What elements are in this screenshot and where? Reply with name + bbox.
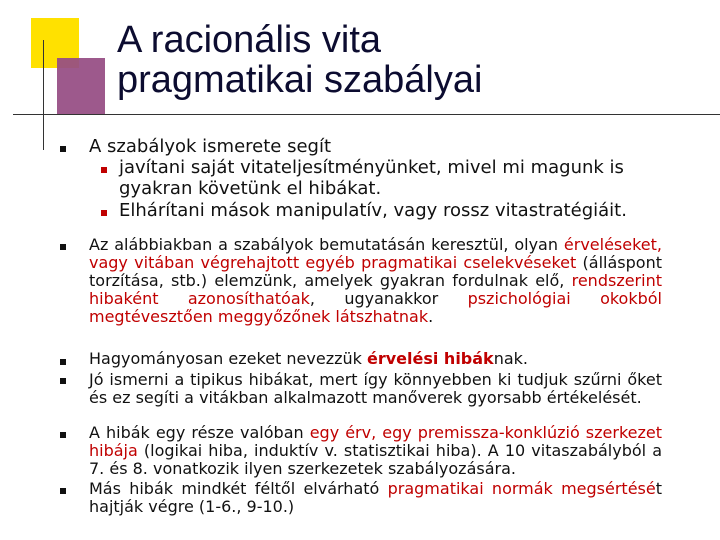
block2-text-2: (álláspont torzítása, stb.) elemzünk, amelyek gyakran fordulnak elő,	[89, 253, 662, 290]
slide-title	[117, 20, 482, 100]
block3-red-1: érvelési hibák	[366, 349, 494, 368]
decor-vertical-line	[43, 40, 44, 150]
block3-text-1: Hagyományosan ezeket nevezzük	[89, 349, 367, 368]
bullet-3	[60, 359, 66, 365]
block5-red-1: egy érv, egy premissza-konklúzió szerkezet hibája	[89, 423, 663, 460]
block1-sub1: javítani saját vitateljesítményünket, mivel mi magunk is gyakran követünk el hibákat.	[119, 157, 624, 199]
block6-text-1: Más hibák mindkét féltől elvárható	[89, 479, 388, 498]
block1-sub2: Elhárítani mások manipulatív, vagy rossz vitastratégiáit.	[119, 200, 627, 221]
block6-paragraph	[89, 480, 662, 516]
bullet-1	[60, 146, 66, 152]
block1-intro: A szabályok ismerete segít	[89, 136, 332, 157]
block6-red-1: pragmatikai normák megsértésé	[387, 479, 656, 498]
block2-paragraph	[89, 236, 662, 326]
block2-red-2: rendszerint hibaként azonosíthatóak	[89, 271, 662, 308]
title-line-2: pragmatikai szabályai	[117, 59, 483, 101]
block6-text-2: t hajtják végre (1-6., 9-10.)	[89, 479, 663, 516]
block2-red-3: pszichológiai okokból megtévesztően meggyőzőnek látszhatnak	[89, 289, 662, 326]
decor-blue-square	[57, 58, 105, 114]
block3-paragraph	[89, 350, 662, 368]
sub-bullet-2	[101, 210, 107, 216]
block2-text-3: , ugyanakkor	[309, 289, 468, 308]
block2-text-4: .	[428, 307, 434, 326]
block5-text-1: A hibák egy része valóban	[89, 423, 310, 442]
block2-red-1: érveléseket, vagy vitában végrehajtott egyéb pragmatikai cselekvéseket	[89, 235, 662, 272]
sub-bullet-1	[101, 167, 107, 173]
bullet-2	[60, 244, 66, 250]
bullet-6	[60, 488, 66, 494]
block4-paragraph: Jó ismerni a tipikus hibákat, mert így könnyebben ki tudjuk szűrni őket és ez segíti a vitákban alkalmazott manőverek gyorsabb értékelését.	[89, 370, 662, 407]
bullet-5	[60, 432, 66, 438]
block3-text-2: nak.	[493, 349, 528, 368]
decor-horizontal-line	[13, 114, 720, 115]
block5-paragraph	[89, 424, 662, 478]
title-line-1: A racionális vita	[117, 19, 382, 61]
block2-text-1: Az alábbiakban a szabályok bemutatásán keresztül, olyan	[89, 235, 564, 254]
block5-text-2: (logikai hiba, induktív v. statisztikai hiba). A 10 vitaszabályból a 7. és 8. vonatkozik ilyen szerkezetek szabályozására.	[89, 441, 662, 478]
bullet-4	[60, 378, 66, 384]
